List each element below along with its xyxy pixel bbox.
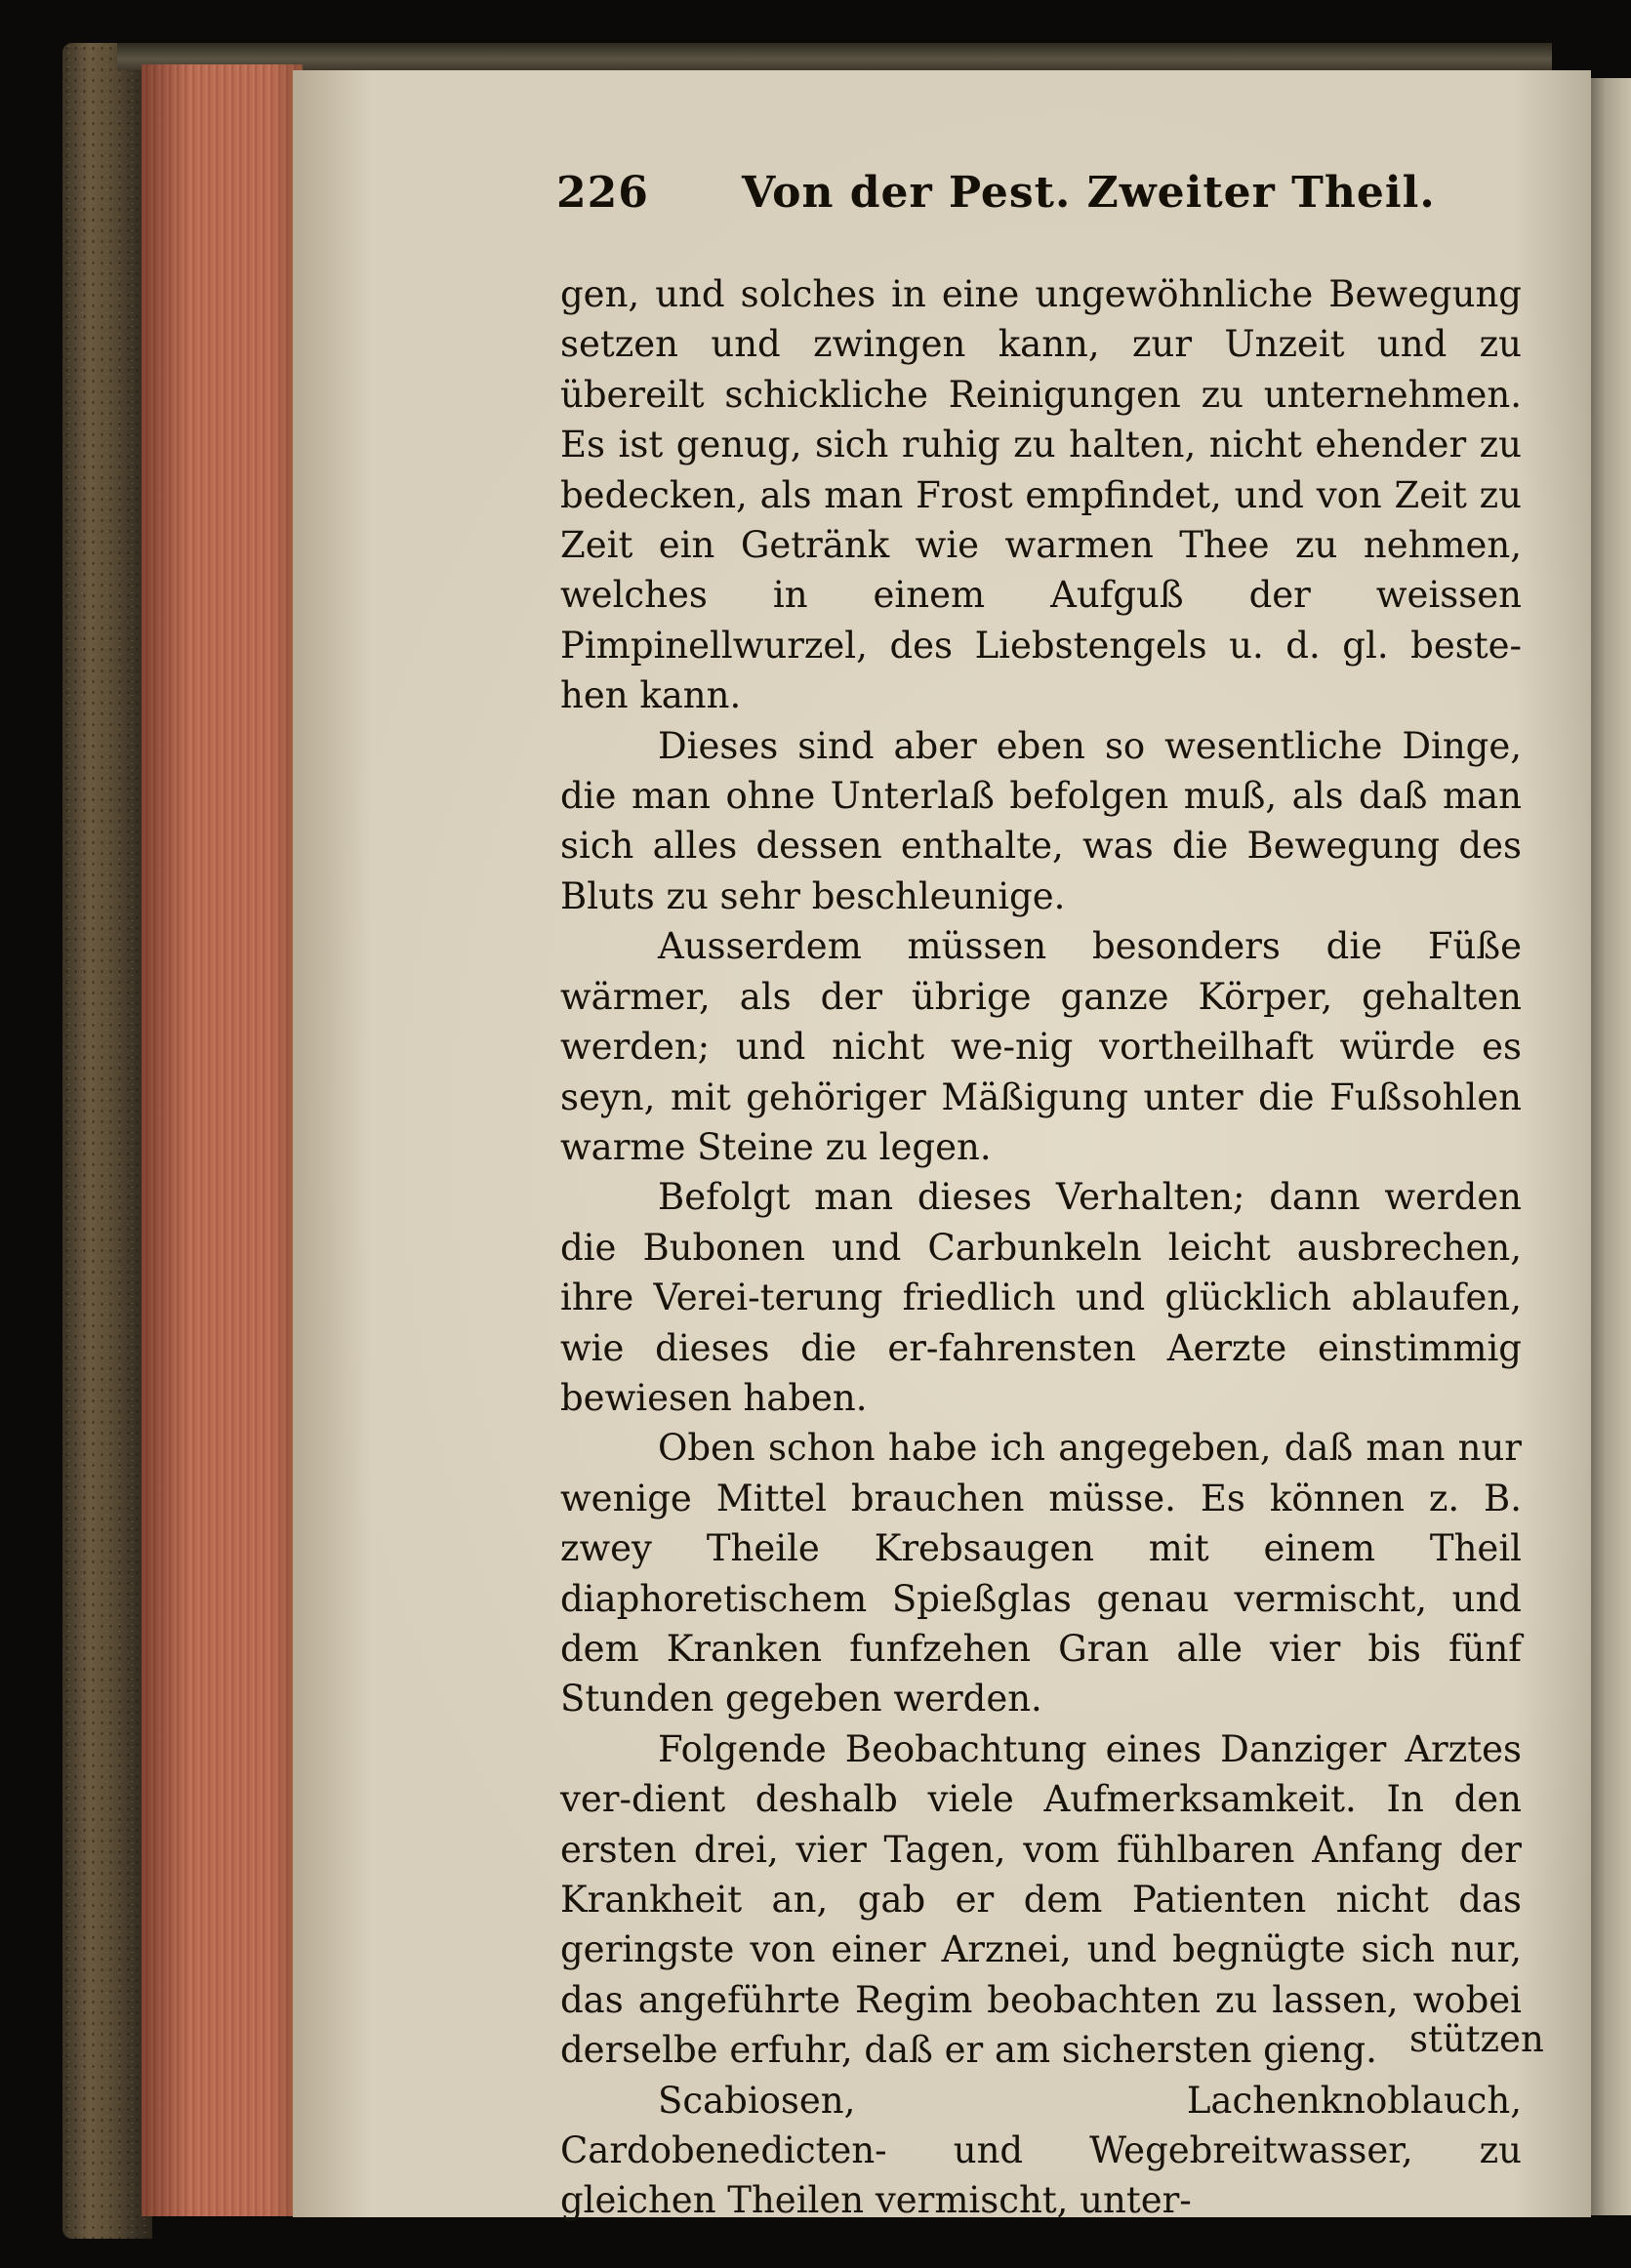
paragraph: Oben schon habe ich angegeben, daß man nur wenige Mittel brauchen müsse. Es können z. B. zwey Theile Krebsaugen mit einem Theil diaphoretischem Spießglas genau vermischt, und dem Kranken funfzehen Gran alle vier bis fünf Stunden gegeben werden. (560, 1427, 1522, 1721)
page-number: 226 (556, 168, 649, 218)
paragraph: gen, und solches in eine ungewöhnliche Bewegung setzen und zwingen kann, zur Unzeit und zu übereilt schickliche Reinigungen zu unternehmen. Es ist genug, sich ruhig zu halten, nicht ehender zu bedecken, als man Frost empfindet, und von Zeit zu Zeit ein Getränk wie warmen Thee zu nehmen, welches in einem Aufguß der weissen Pimpinellwurzel, des Liebstengels u. d. gl. beste-hen kann. (560, 273, 1522, 717)
paragraph: Befolgt man dieses Verhalten; dann werden die Bubonen und Carbunkeln leicht ausbrechen, ihre Verei-terung friedlich und glücklich ablaufen, wie dieses die er-fahrensten Aerzte einstimmig bewiesen haben. (560, 1176, 1522, 1419)
paragraph: Dieses sind aber eben so wesentliche Dinge, die man ohne Unterlaß befolgen muß, als daß man sich alles dessen enthalte, was die Bewegung des Bluts zu sehr beschleunige. (560, 724, 1522, 917)
catchword: stützen (1409, 2018, 1544, 2060)
book-top-board (117, 43, 1552, 70)
paragraph: Ausserdem müssen besonders die Füße wärmer, als der übrige ganze Körper, gehalten werden; und nicht we-nig vortheilhaft würde es seyn, mit gehöriger Mäßigung unter die Fußsohlen warme Steine zu legen. (560, 925, 1522, 1168)
running-title: Von der Pest. Zweiter Theil. (742, 168, 1436, 218)
running-header (556, 168, 1454, 236)
adjacent-page-edge (1589, 78, 1631, 2215)
paragraph: Scabiosen, Lachenknoblauch, Cardobenedicten- und Wegebreitwasser, zu gleichen Theilen vermischt, unter- (560, 2079, 1522, 2222)
book-cover-edge (62, 43, 152, 2239)
paragraph: Folgende Beobachtung eines Danziger Arztes ver-dient deshalb viele Aufmerksamkeit. In den ersten drei, vier Tagen, vom fühlbaren Anfang der Krankheit an, gab er dem Patienten nicht das geringste von einer Arznei, und begnügte sich nur, das angeführte Regim beobachten zu lassen, wobei derselbe erfuhr, daß er am sichersten gieng. (560, 1727, 1522, 2072)
body-text (560, 269, 1522, 2226)
